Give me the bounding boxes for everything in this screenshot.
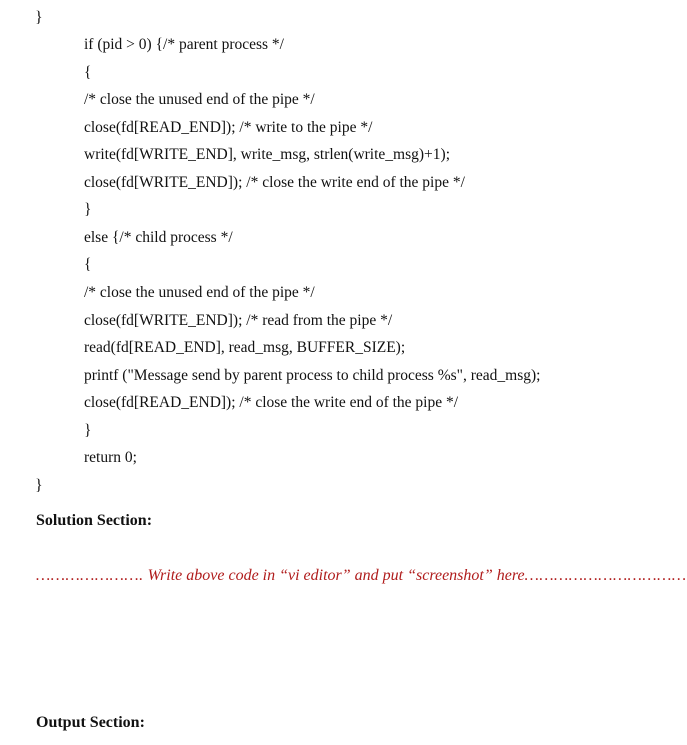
code-line-11: close(fd[WRITE_END]); /* read from the pipe */: [84, 312, 393, 329]
outer-closing-brace-top: }: [35, 9, 43, 26]
outer-closing-brace-bottom: }: [35, 477, 43, 494]
output-section-heading: Output Section:: [36, 714, 145, 731]
code-line-16: return 0;: [84, 449, 137, 466]
code-line-15: }: [84, 422, 92, 439]
instruction-text: Write above code in “vi editor” and put “screenshot” here: [143, 567, 525, 584]
instruction-trailing-dots: ……………………………: [524, 567, 687, 584]
code-line-4: close(fd[READ_END]); /* write to the pipe */: [84, 119, 373, 136]
code-line-8: else {/* child process */: [84, 229, 233, 246]
code-line-12: read(fd[READ_END], read_msg, BUFFER_SIZE);: [84, 339, 406, 356]
code-line-13: printf ("Message send by parent process to child process %s", read_msg);: [84, 367, 541, 384]
code-line-3: /* close the unused end of the pipe */: [84, 91, 315, 108]
code-line-7: }: [84, 201, 92, 218]
code-line-6: close(fd[WRITE_END]); /* close the write end of the pipe */: [84, 174, 465, 191]
instruction-leading-dots: ………………….: [36, 567, 144, 584]
code-line-2: {: [84, 64, 92, 81]
code-line-14: close(fd[READ_END]); /* close the write end of the pipe */: [84, 394, 459, 411]
code-line-10: /* close the unused end of the pipe */: [84, 284, 315, 301]
code-line-1: if (pid > 0) {/* parent process */: [84, 36, 284, 53]
instruction-line: [36, 566, 687, 586]
solution-section-heading: Solution Section:: [36, 512, 153, 529]
code-line-5: write(fd[WRITE_END], write_msg, strlen(write_msg)+1);: [84, 146, 451, 163]
code-line-9: {: [84, 256, 92, 273]
